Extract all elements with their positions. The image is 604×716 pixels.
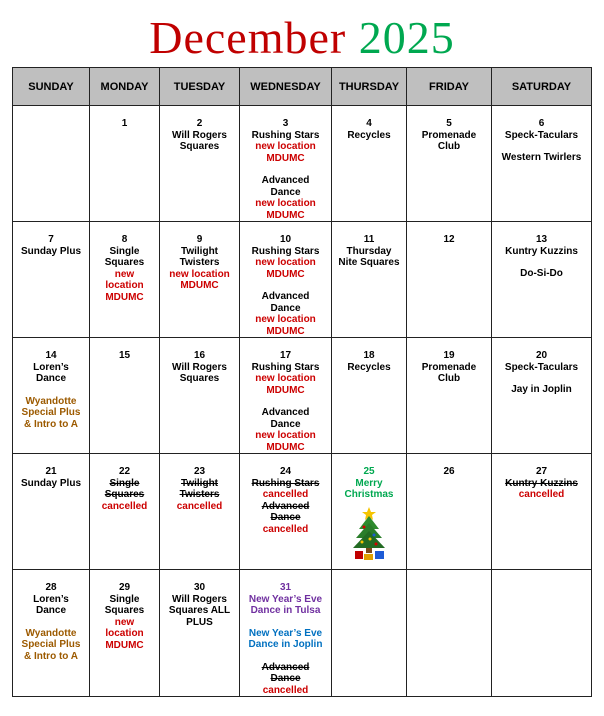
- day-number: 5: [446, 118, 452, 129]
- day-cell: [13, 454, 90, 570]
- day-cell: [492, 338, 592, 454]
- day-cell: [407, 338, 492, 454]
- day-number: 21: [45, 466, 57, 477]
- event-line: cancelled: [176, 500, 223, 512]
- event-line: new: [114, 616, 135, 628]
- day-number: 9: [196, 234, 203, 245]
- week-row: [13, 570, 592, 697]
- event-line: Club: [437, 373, 461, 384]
- event-line: Wyandotte: [25, 395, 77, 407]
- day-cell: [240, 454, 332, 570]
- event-line: Promenade: [421, 129, 477, 141]
- day-cell: [240, 570, 332, 697]
- weekday-thursday: THURSDAY: [332, 68, 407, 106]
- event-line: Loren’s: [33, 593, 69, 605]
- day-cell: [240, 338, 332, 454]
- event-line: Advanced: [261, 661, 310, 673]
- day-cell: [160, 454, 240, 570]
- event-line: Twilight: [180, 477, 219, 489]
- event-line: new: [114, 268, 135, 280]
- day-cell: [332, 454, 407, 570]
- day-number: 20: [535, 350, 548, 361]
- weekday-friday: FRIDAY: [407, 68, 492, 106]
- day-number: 10: [279, 234, 292, 245]
- spacer: [240, 617, 331, 628]
- day-cell: [332, 338, 407, 454]
- day-number: 7: [48, 234, 54, 245]
- event-line: new location: [255, 314, 316, 325]
- title-month: December: [149, 12, 347, 63]
- event-line: Special Plus: [21, 639, 81, 650]
- day-cell: [13, 106, 90, 222]
- calendar-title: [0, 8, 604, 68]
- day-number: 13: [535, 234, 548, 245]
- day-cell: [407, 106, 492, 222]
- event-line: Twilight: [180, 245, 219, 257]
- event-line: Merry: [355, 477, 383, 489]
- event-line: Will Rogers: [172, 129, 227, 141]
- day-number: 17: [279, 350, 292, 361]
- event-line: MDUMC: [105, 291, 144, 303]
- day-cell: [13, 338, 90, 454]
- weekday-saturday: SATURDAY: [492, 68, 592, 106]
- spacer: [240, 280, 331, 291]
- weekday-header-row: [13, 68, 592, 106]
- day-cell: [492, 570, 592, 697]
- day-cell: [407, 222, 492, 338]
- day-cell: [160, 570, 240, 697]
- day-number: 19: [443, 350, 455, 361]
- event-line: PLUS: [186, 616, 213, 628]
- event-line: cancelled: [101, 500, 148, 512]
- day-cell: [160, 106, 240, 222]
- day-number: 4: [366, 118, 372, 129]
- spacer: [240, 164, 331, 175]
- day-number: 25: [363, 466, 375, 477]
- weekday-monday: MONDAY: [90, 68, 160, 106]
- week-row: [13, 454, 592, 570]
- event-line: Recycles: [347, 361, 391, 373]
- event-line: MDUMC: [266, 209, 305, 221]
- event-line: Rushing Stars: [251, 245, 320, 257]
- event-line: Special Plus: [21, 407, 81, 418]
- day-cell: [90, 106, 160, 222]
- spacer: [13, 385, 89, 396]
- event-line: Squares ALL: [168, 605, 231, 616]
- event-line: Rushing Stars: [251, 477, 320, 489]
- day-number: [13, 118, 89, 130]
- day-number: [492, 582, 591, 594]
- spacer: [13, 617, 89, 628]
- event-line: Twisters: [179, 257, 220, 268]
- event-line: MDUMC: [180, 280, 219, 291]
- day-cell: [13, 570, 90, 697]
- event-line: Dance: [270, 302, 301, 314]
- event-line: Advanced: [261, 407, 310, 418]
- day-number: [332, 582, 406, 594]
- event-line: cancelled: [262, 489, 309, 500]
- day-cell: [90, 570, 160, 697]
- day-cell: [407, 454, 492, 570]
- event-line: Speck-Taculars: [504, 361, 579, 373]
- day-number: 1: [121, 118, 128, 129]
- event-line: cancelled: [262, 523, 309, 535]
- day-cell: [90, 454, 160, 570]
- event-line: Dance: [35, 373, 66, 384]
- day-number: 14: [45, 350, 57, 361]
- event-line: Dance: [270, 186, 301, 198]
- event-line: Single: [109, 245, 140, 257]
- day-number: 24: [279, 466, 292, 477]
- event-line: Dance: [270, 418, 301, 430]
- day-number: [407, 582, 491, 594]
- event-line: Single: [109, 593, 140, 605]
- day-number: 16: [193, 350, 206, 361]
- day-number: 31: [279, 582, 292, 593]
- day-cell: [332, 106, 407, 222]
- event-line: MDUMC: [266, 325, 305, 337]
- event-line: Nite Squares: [338, 257, 400, 268]
- event-line: MDUMC: [266, 268, 305, 280]
- day-number: 11: [363, 234, 375, 245]
- event-line: new location: [255, 141, 316, 152]
- spacer: [240, 651, 331, 662]
- event-line: MDUMC: [266, 152, 305, 164]
- event-line: Dance: [35, 605, 66, 616]
- event-line: Squares: [179, 141, 220, 152]
- weekday-tuesday: TUESDAY: [160, 68, 240, 106]
- day-number: 15: [118, 350, 131, 361]
- event-line: location: [105, 628, 144, 639]
- event-line: Western Twirlers: [501, 152, 582, 163]
- event-line: Promenade: [421, 361, 477, 373]
- event-line: new location: [255, 430, 316, 441]
- day-number: 23: [193, 466, 206, 477]
- event-line: & Intro to A: [23, 418, 79, 430]
- event-line: new location: [169, 268, 230, 280]
- event-line: Jay in Joplin: [511, 384, 572, 395]
- event-line: New Year’s Eve: [248, 627, 323, 639]
- event-line: new location: [255, 257, 316, 268]
- event-line: Advanced: [261, 291, 310, 302]
- event-line: Thursday: [346, 245, 392, 257]
- day-number: 30: [193, 582, 206, 593]
- event-line: Dance in Joplin: [248, 639, 323, 650]
- event-line: Sunday Plus: [20, 477, 81, 489]
- day-number: 12: [443, 234, 455, 245]
- event-line: Dance: [270, 512, 301, 523]
- title-year: 2025: [358, 12, 455, 63]
- event-line: MDUMC: [266, 441, 305, 453]
- event-line: Will Rogers: [172, 593, 227, 605]
- event-line: location: [105, 280, 144, 291]
- spacer: [492, 373, 591, 384]
- event-line: cancelled: [518, 489, 565, 500]
- event-line: Speck-Taculars: [504, 129, 579, 141]
- day-number: 2: [196, 118, 203, 129]
- day-cell: [240, 106, 332, 222]
- day-cell: [407, 570, 492, 697]
- day-cell: [492, 222, 592, 338]
- event-line: Sunday Plus: [20, 245, 81, 257]
- event-line: Recycles: [347, 129, 391, 141]
- event-line: new location: [255, 198, 316, 209]
- event-line: Christmas: [344, 489, 394, 500]
- day-cell: [332, 570, 407, 697]
- event-line: Kuntry Kuzzins: [505, 245, 578, 257]
- event-line: Dance: [270, 673, 301, 684]
- event-line: Squares: [104, 489, 145, 500]
- day-number: 28: [45, 582, 57, 593]
- event-line: Advanced: [261, 175, 310, 186]
- spacer: [492, 141, 591, 152]
- day-number: 26: [443, 466, 455, 477]
- day-number: 18: [363, 350, 375, 361]
- calendar-grid: [12, 67, 592, 697]
- spacer: [240, 396, 331, 407]
- spacer: [492, 257, 591, 268]
- day-cell: [90, 222, 160, 338]
- week-row: [13, 106, 592, 222]
- event-line: Do-Si-Do: [520, 268, 563, 279]
- day-number: 3: [282, 118, 289, 129]
- event-line: Squares: [179, 373, 220, 384]
- event-line: new location: [255, 373, 316, 384]
- christmas-tree-icon: [350, 505, 388, 561]
- weekday-sunday: SUNDAY: [13, 68, 90, 106]
- event-line: MDUMC: [105, 639, 144, 651]
- day-number: 8: [121, 234, 128, 245]
- event-line: Rushing Stars: [251, 361, 320, 373]
- event-line: Kuntry Kuzzins: [505, 477, 578, 489]
- day-cell: [240, 222, 332, 338]
- event-line: Rushing Stars: [251, 129, 320, 141]
- day-cell: [90, 338, 160, 454]
- event-line: & Intro to A: [23, 650, 79, 662]
- event-line: Single: [109, 477, 140, 489]
- day-cell: [492, 106, 592, 222]
- day-number: 22: [118, 466, 131, 477]
- event-line: New Year’s Eve: [248, 593, 323, 605]
- event-line: cancelled: [262, 684, 309, 696]
- day-number: 27: [535, 466, 548, 477]
- week-row: [13, 338, 592, 454]
- week-row: [13, 222, 592, 338]
- event-line: Will Rogers: [172, 361, 227, 373]
- day-number: 29: [118, 582, 131, 593]
- event-line: Squares: [104, 257, 145, 268]
- event-line: Advanced: [261, 500, 310, 512]
- event-line: Wyandotte: [25, 627, 77, 639]
- weekday-wednesday: WEDNESDAY: [240, 68, 332, 106]
- event-line: Loren’s: [33, 361, 69, 373]
- event-line: Club: [437, 141, 461, 152]
- day-number: 6: [538, 118, 545, 129]
- event-line: Squares: [104, 605, 145, 616]
- day-cell: [332, 222, 407, 338]
- day-cell: [160, 222, 240, 338]
- day-cell: [13, 222, 90, 338]
- event-line: Dance in Tulsa: [250, 605, 321, 616]
- event-line: MDUMC: [266, 384, 305, 396]
- event-line: Twisters: [179, 489, 220, 500]
- day-cell: [492, 454, 592, 570]
- day-cell: [160, 338, 240, 454]
